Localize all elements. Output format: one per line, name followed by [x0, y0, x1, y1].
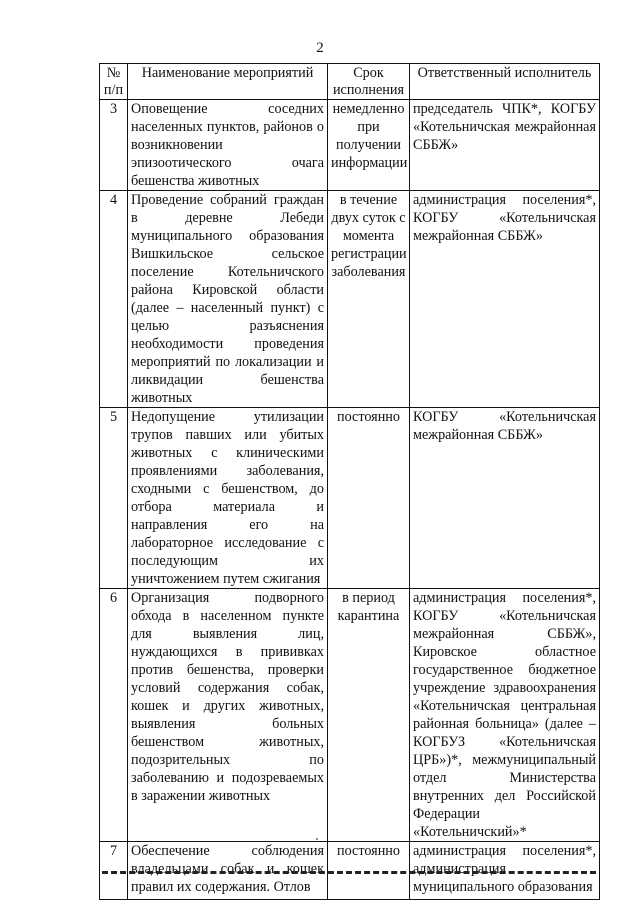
header-number: № п/п	[100, 64, 128, 100]
deadline: в течение двух суток с момента регистрации заболевания	[328, 191, 410, 408]
table-header-row	[100, 64, 600, 100]
row-number: 3	[100, 100, 128, 191]
row-number: 7	[100, 842, 128, 900]
executor: администрация поселения*, КОГБУ «Котельничская межрайонная СББЖ»	[410, 191, 600, 408]
measure-name: Обеспечение соблюдения владельцами собак и кошек правил их содержания. Отлов	[128, 842, 328, 900]
measure-name: Организация подворного обхода в населенном пункте для выявления лиц, нуждающихся в прививках против бешенства, проверки условий содержания собак, кошек и других животных, выявления больных бешенством животных, подозрительных по заболеванию и подозреваемых в заражении животных	[128, 589, 328, 842]
row-number: 6	[100, 589, 128, 842]
deadline: немедленно при получении информации	[328, 100, 410, 191]
row-number: 5	[100, 408, 128, 589]
measure-name: Недопущение утилизации трупов павших или убитых животных с клиническими проявлениями заболевания, сходными с бешенством, до отбора материала и направления его на лабораторное исследование с последующим их уничтожением путем сжигания	[128, 408, 328, 589]
measures-table	[99, 63, 600, 900]
table-row	[100, 191, 600, 408]
deadline: в период карантина	[328, 589, 410, 842]
executor: администрация поселения*, КОГБУ «Котельничская межрайонная СББЖ», Кировское областное государственное бюджетное учреждение здравоохранения «Котельничская центральная районная больница» (далее – КОГБУЗ «Котельничская ЦРБ»)*, межмуниципальный отдел Министерства внутренних дел Российской Федерации «Котельничский»*	[410, 589, 600, 842]
executor: администрация поселения*, администрация муниципального образования	[410, 842, 600, 900]
header-executor: Ответственный исполнитель	[410, 64, 600, 100]
page-number: 2	[316, 40, 324, 56]
deadline: постоянно	[328, 408, 410, 589]
measure-name: Оповещение соседних населенных пунктов, районов о возникновении эпизоотического очага бешенства животных	[128, 100, 328, 191]
header-measure-name: Наименование мероприятий	[128, 64, 328, 100]
table-row	[100, 408, 600, 589]
table-row	[100, 589, 600, 842]
executor: КОГБУ «Котельничская межрайонная СББЖ»	[410, 408, 600, 589]
deadline: постоянно	[328, 842, 410, 900]
row-number: 4	[100, 191, 128, 408]
executor: председатель ЧПК*, КОГБУ «Котельничская межрайонная СББЖ»	[410, 100, 600, 191]
measure-name: Проведение собраний граждан в деревне Лебеди муниципального образования Вишкильское сельское поселение Котельничского района Кировской области (далее – населенный пункт) с целью разъяснения необходимости проведения мероприятий по локализации и ликвидации бешенства животных	[128, 191, 328, 408]
scan-edge-line	[102, 871, 596, 874]
table-row	[100, 100, 600, 191]
scan-speck	[316, 838, 318, 840]
header-deadline: Срок исполнения	[328, 64, 410, 100]
